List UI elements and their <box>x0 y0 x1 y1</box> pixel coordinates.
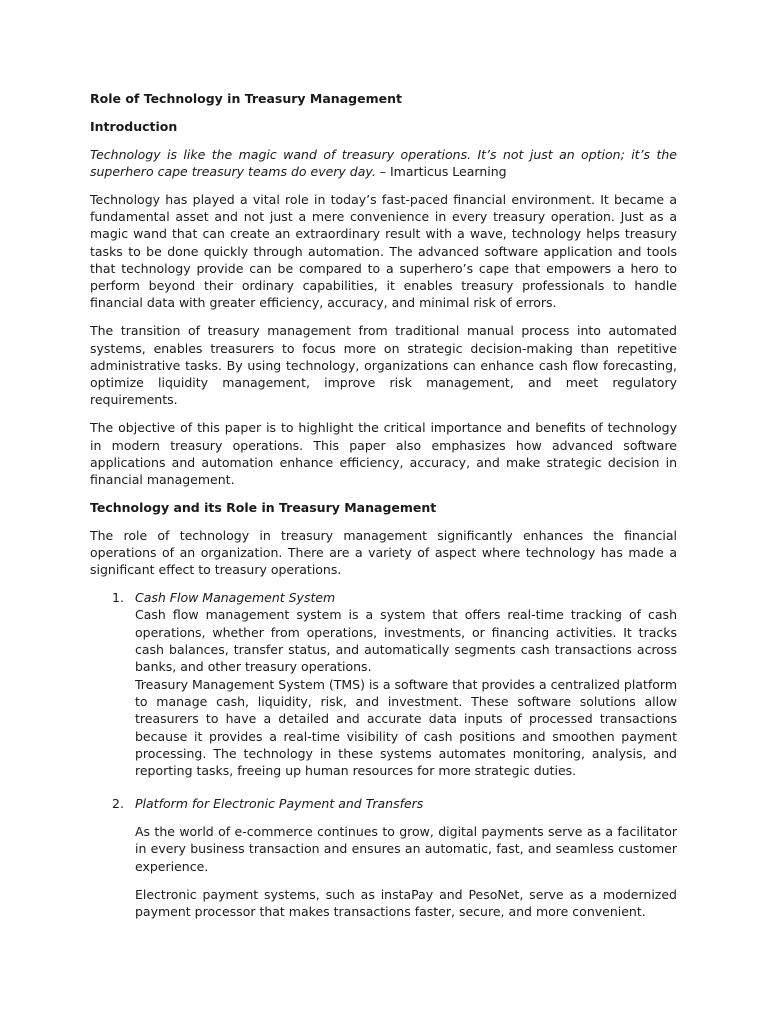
document-page <box>90 90 677 931</box>
list-item <box>90 795 677 920</box>
section-intro-paragraph: The role of technology in treasury management significantly enhances the financial operations of an organization. There are a variety of aspect where technology has made a significant effect to treasury operations. <box>90 527 677 578</box>
list-item <box>90 589 677 779</box>
list-item-number: 1. <box>112 590 124 606</box>
list-item-paragraph: As the world of e-commerce continues to grow, digital payments serve as a facilitator in every business transaction and ensures an automatic, fast, and seamless customer experience. <box>135 824 677 874</box>
list-item-title: Cash Flow Management System <box>135 590 336 606</box>
numbered-list <box>90 589 677 920</box>
list-item-paragraph: Electronic payment systems, such as instaPay and PesoNet, serve as a modernized payment processor that makes transactions faster, secure, and more convenient. <box>135 886 677 919</box>
list-item-number: 2. <box>112 796 124 812</box>
quote-attribution: – Imarticus Learning <box>375 163 507 179</box>
list-item-body <box>135 823 677 920</box>
intro-paragraph: Technology has played a vital role in today’s fast-paced financial environment. It became a fundamental asset and not just a mere convenience in every treasury operation. Just as a magic wand that can create an extraordinary result with a wave, technology helps treasury tasks to be done quickly through automation. The advanced software application and tools that technology provide can be compared to a superhero’s cape that empowers a hero to perform beyond their ordinary capabilities, it enables treasury professionals to handle financial data with greater efficiency, accuracy, and minimal risk of errors. <box>90 191 677 311</box>
document-title: Role of Technology in Treasury Management <box>90 91 402 106</box>
list-item-title: Platform for Electronic Payment and Transfers <box>135 796 424 812</box>
list-item-paragraph: Treasury Management System (TMS) is a software that provides a centralized platform to manage cash, liquidity, risk, and investment. These software solutions allow treasurers to have a detailed and accurate data inputs of processed transactions because it provides a real-time visibility of cash positions and smoothen payment processing. The technology in these systems automates monitoring, analysis, and reporting tasks, freeing up human resources for more strategic duties. <box>135 676 678 779</box>
list-item-paragraph: Cash flow management system is a system that offers real-time tracking of cash operations, whether from operations, investments, or financing activities. It tracks cash balances, transfer status, and automatically segments cash transactions across banks, and other treasury operations. <box>135 607 677 675</box>
section-heading: Technology and its Role in Treasury Management <box>90 499 437 515</box>
intro-paragraph: The transition of treasury management from traditional manual process into automated systems, enables treasurers to focus more on strategic decision-making than repetitive administrative tasks. By using technology, organizations can enhance cash flow forecasting, optimize liquidity management, improve risk management, and meet regulatory requirements. <box>90 323 677 408</box>
list-item-body <box>135 606 677 779</box>
quote-text: Technology is like the magic wand of treasury operations. It’s not just an option; it’s the superhero cape treasury teams do every day. <box>90 146 677 179</box>
opening-quote <box>90 146 677 181</box>
introduction-heading: Introduction <box>90 118 178 134</box>
intro-paragraph: The objective of this paper is to highlight the critical importance and benefits of technology in modern treasury operations. This paper also emphasizes how advanced software applications and automation enhance efficiency, accuracy, and make strategic decision in financial management. <box>90 420 677 488</box>
